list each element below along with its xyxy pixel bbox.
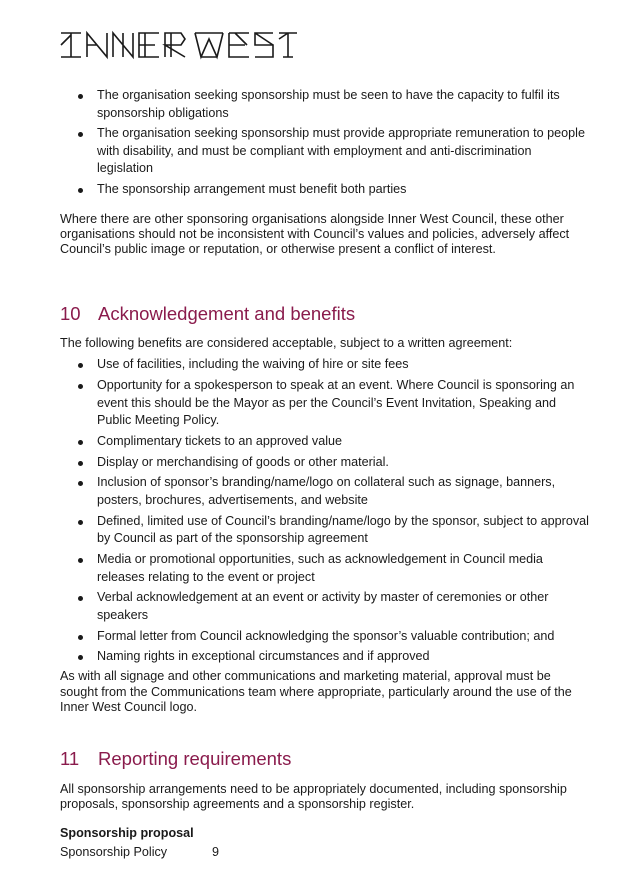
section-11-heading: [60, 748, 291, 770]
bullet-icon: [78, 596, 83, 601]
bullet-icon: [78, 481, 83, 486]
list-item: Opportunity for a spokesperson to speak at an event. Where Council is sponsoring an event this should be the Mayor as per the Council’s Event Invitation, Speaking and Public Meeting Policy.: [60, 377, 590, 430]
section-11-body: [60, 782, 590, 841]
bullet-icon: [78, 440, 83, 445]
inner-west-logo: [59, 29, 299, 61]
bullet-icon: [78, 461, 83, 466]
subheading-sponsorship-proposal: Sponsorship proposal: [60, 825, 194, 840]
footer-doc-title: Sponsorship Policy: [60, 845, 168, 859]
bullet-icon: [78, 655, 83, 660]
list-item: The organisation seeking sponsorship must be seen to have the capacity to fulfil its sponsorship obligations: [60, 87, 590, 122]
list-item: Media or promotional opportunities, such as acknowledgement in Council media releases relating to the event or project: [60, 551, 590, 586]
section-11-intro: All sponsorship arrangements need to be appropriately documented, including sponsorship proposals, sponsorship agreements and a sponsorship register.: [60, 782, 567, 812]
bullet-icon: [78, 363, 83, 368]
paragraph-other-sponsors: Where there are other sponsoring organisations alongside Inner West Council, these other organisations should not be inconsistent with Council’s values and policies, adversely affect Council’s public image or reputation, or otherwise present a conflict of interest.: [60, 211, 570, 257]
bullet-icon: [78, 384, 83, 389]
top-content: [60, 87, 590, 257]
list-item: Defined, limited use of Council’s branding/name/logo by the sponsor, subject to approval by Council as part of the sponsorship agreement: [60, 513, 590, 548]
section-number: 11: [60, 748, 80, 769]
list-item: Naming rights in exceptional circumstances and if approved: [60, 648, 590, 666]
bullet-icon: [78, 558, 83, 563]
bullet-icon: [78, 520, 83, 525]
section-10-heading: [60, 303, 355, 325]
bullet-icon: [78, 635, 83, 640]
page-footer: [60, 845, 220, 859]
benefits-list: [60, 356, 590, 666]
section-10-closing: As with all signage and other communications and marketing material, approval must be sought from the Communications team where appropriate, particularly around the use of the Inner West Council logo.: [60, 669, 572, 714]
list-item: The sponsorship arrangement must benefit both parties: [60, 181, 590, 199]
list-item: Use of facilities, including the waiving of hire or site fees: [60, 356, 590, 374]
list-item: The organisation seeking sponsorship must provide appropriate remuneration to people with disability, and must be compliant with employment and anti-discrimination legislation: [60, 125, 590, 178]
section-title: Reporting requirements: [98, 748, 292, 769]
section-number: 10: [60, 303, 81, 324]
list-item: Complimentary tickets to an approved value: [60, 433, 590, 451]
bullet-icon: [78, 132, 83, 137]
section-title: Acknowledgement and benefits: [98, 303, 356, 324]
page-number: 9: [212, 845, 220, 859]
list-item: Formal letter from Council acknowledging the sponsor’s valuable contribution; and: [60, 628, 590, 646]
list-item: Display or merchandising of goods or other material.: [60, 454, 590, 472]
list-item: Verbal acknowledgement at an event or activity by master of ceremonies or other speakers: [60, 589, 590, 624]
bullet-icon: [78, 188, 83, 193]
list-item: Inclusion of sponsor’s branding/name/logo on collateral such as signage, banners, posters, brochures, advertisements, and website: [60, 474, 590, 509]
eligibility-list: [60, 87, 590, 199]
bullet-icon: [78, 94, 83, 99]
section-10-intro: The following benefits are considered acceptable, subject to a written agreement:: [60, 336, 513, 350]
section-10-body: [60, 336, 590, 715]
